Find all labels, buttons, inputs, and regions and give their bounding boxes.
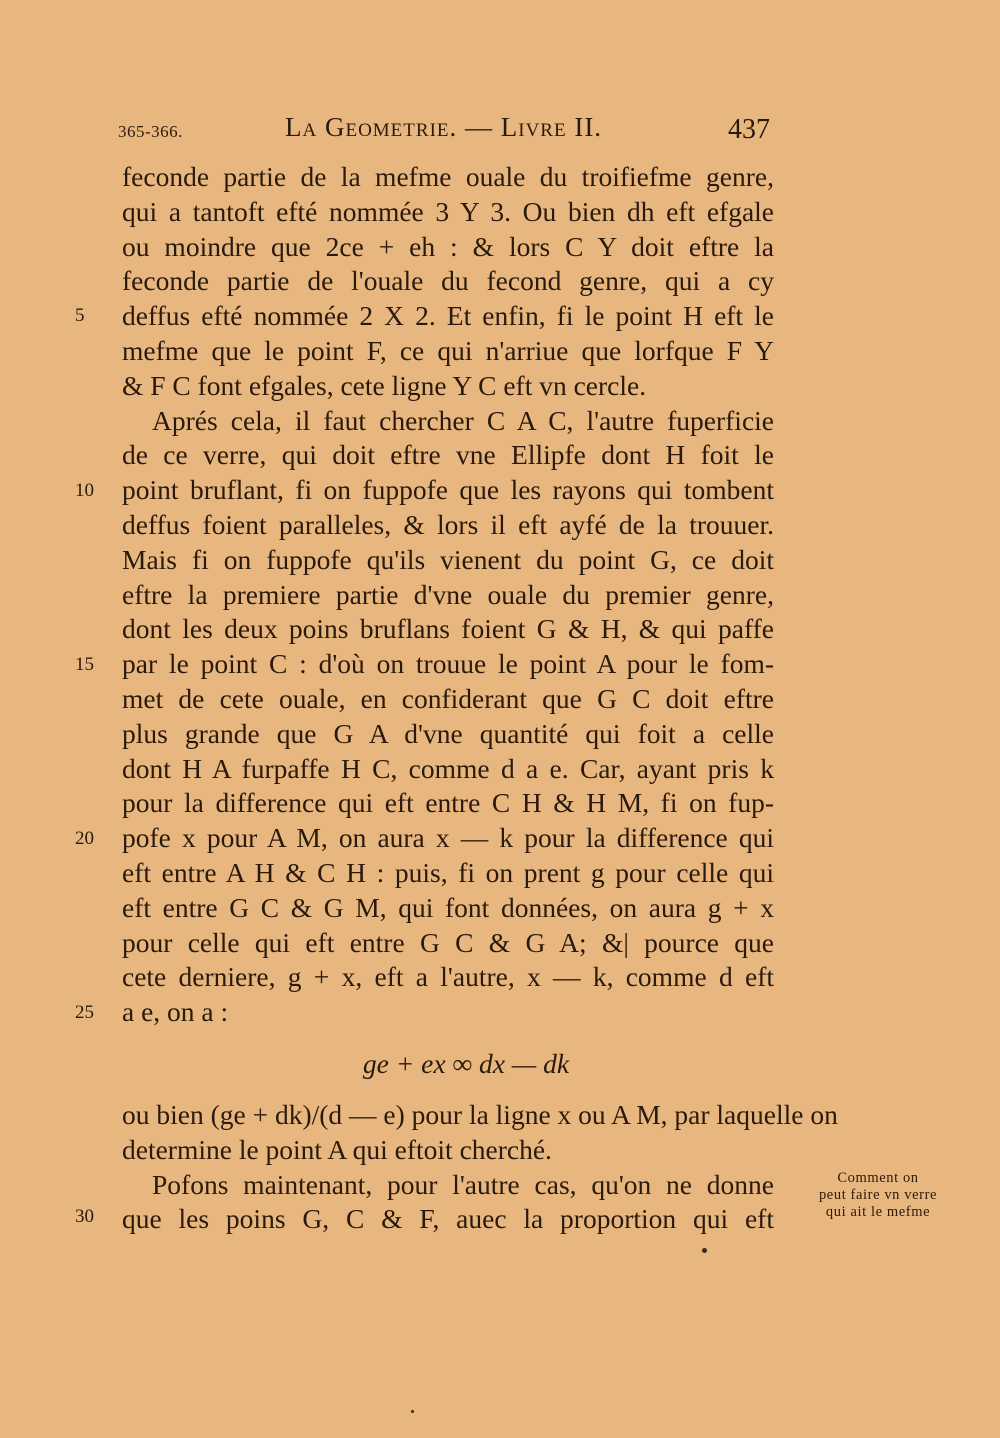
text-line: plus grande que G A d'vne quantité qui foit a celle xyxy=(122,717,774,749)
text-line: deffus foient paralleles, & lors il eft ayfé de la trouuer. xyxy=(122,508,774,540)
line-number: 15 xyxy=(75,654,94,675)
text-line: met de cete ouale, en confiderant que G C doit eftre xyxy=(122,682,774,714)
text-line: Mais fi on fuppofe qu'ils vienent du point G, ce doit xyxy=(122,543,774,575)
text-line: par le point C : d'où on trouue le point A pour le fom- xyxy=(122,648,774,680)
text-line: & F C font efgales, cete ligne Y C eft vn cercle. xyxy=(122,369,647,401)
text-line: point bruflant, fi on fuppofe que les rayons qui tombent xyxy=(122,474,774,506)
running-header xyxy=(0,112,1000,152)
text-line: qui a tantoft efté nommée 3 Y 3. Ou bien dh eft efgale xyxy=(122,195,774,227)
text-line: determine le point A qui eftoit cherché. xyxy=(122,1133,552,1165)
margin-note-line: Comment on xyxy=(837,1170,919,1186)
text-line: que les poins G, C & F, auec la proportion qui eft xyxy=(122,1203,774,1235)
line-number: 25 xyxy=(75,1002,94,1023)
header-title: La Geometrie. — Livre II. xyxy=(285,112,603,142)
line-number: 5 xyxy=(75,305,85,326)
text-line: ou bien (ge + dk)/(d — e) pour la ligne x ou A M, par laquelle on xyxy=(122,1098,838,1130)
text-line: deffus efté nommée 2 X 2. Et enfin, fi le point H eft le xyxy=(122,300,774,332)
text-line: pofe x pour A M, on aura x — k pour la difference qui xyxy=(122,822,774,854)
text-line: ou moindre que 2ce + eh : & lors C Y doit eftre la xyxy=(122,230,774,262)
signature-mark xyxy=(702,1248,707,1253)
text-line: feconde partie de la mefme ouale du troifiefme genre, xyxy=(122,161,774,192)
text-line: Aprés cela, il faut chercher C A C, l'autre fuperficie xyxy=(152,404,774,436)
margin-note xyxy=(798,1170,958,1221)
header-page-range: 365-366. xyxy=(118,122,183,141)
margin-note-line: peut faire vn verre xyxy=(818,1187,938,1203)
text-line: a e, on a : xyxy=(122,996,229,1028)
text-line: eftre la premiere partie d'vne ouale du premier genre, xyxy=(122,578,774,610)
text-line: eft entre G C & G M, qui font données, on aura g + x xyxy=(122,891,774,923)
text-line: dont H A furpaffe H C, comme d a e. Car, ayant pris k xyxy=(122,752,774,784)
body-text xyxy=(122,160,838,1237)
text-line: feconde partie de l'ouale du fecond genre, qui a cy xyxy=(122,265,774,297)
line-number: 10 xyxy=(75,480,94,501)
text-line: de ce verre, qui doit eftre vne Ellipfe dont H foit le xyxy=(122,439,774,471)
margin-note-line: qui ait le mefme xyxy=(825,1204,931,1220)
line-number: 30 xyxy=(75,1206,94,1227)
text-line: dont les deux poins bruflans foient G & H, & qui paffe xyxy=(122,613,774,645)
equation: ge + ex ∞ dx — dk xyxy=(362,1047,570,1079)
text-line: pour la difference qui eft entre C H & H M, fi on fup- xyxy=(122,787,774,819)
page-number: 437 xyxy=(728,114,770,145)
text-line: Pofons maintenant, pour l'autre cas, qu'on ne donne xyxy=(152,1168,774,1200)
text-line: cete derniere, g + x, eft a l'autre, x — k, comme d eft xyxy=(122,961,774,993)
text-line: eft entre A H & C H : puis, fi on prent g pour celle qui xyxy=(122,856,774,888)
text-line: pour celle qui eft entre G C & G A; &| pource que xyxy=(122,926,774,958)
line-number: 20 xyxy=(75,828,94,849)
text-line: mefme que le point F, ce qui n'arriue que lorfque F Y xyxy=(122,334,774,366)
stray-mark xyxy=(411,1410,414,1413)
